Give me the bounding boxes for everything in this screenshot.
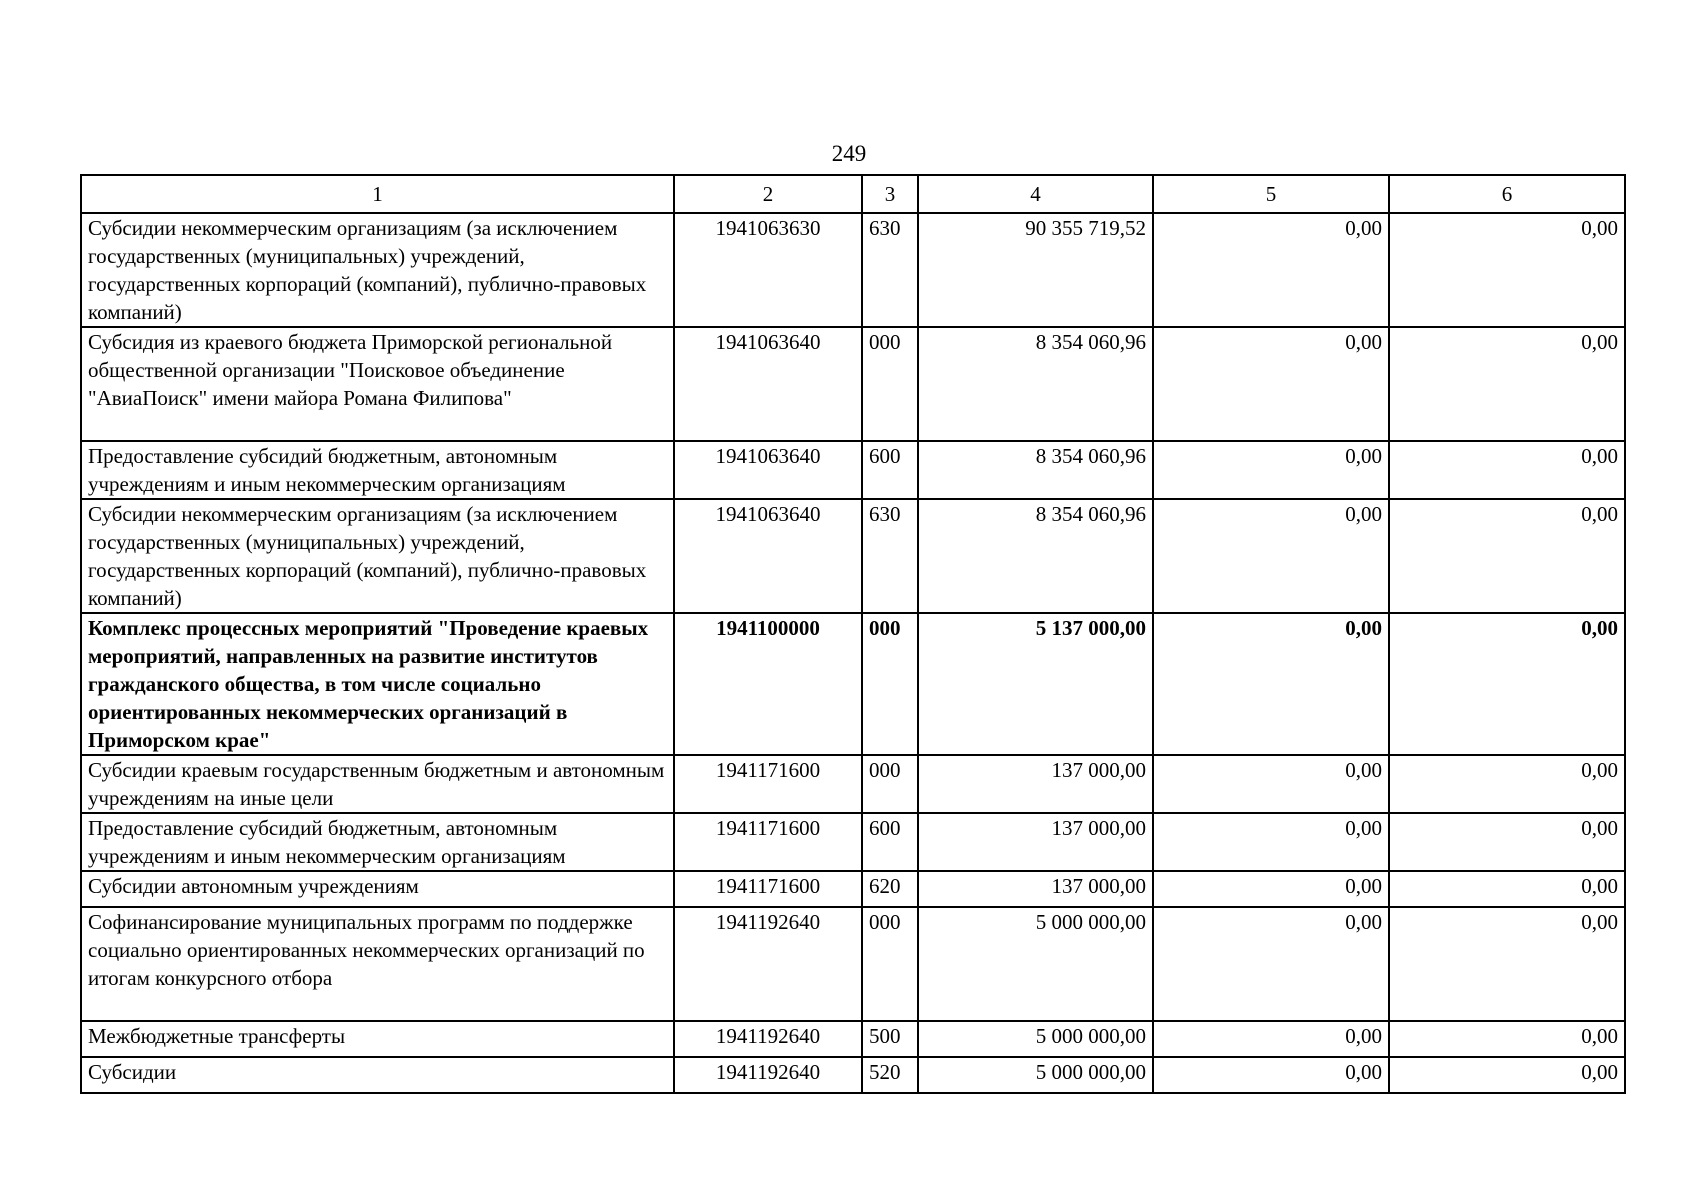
- row-type-cell: 600: [862, 813, 918, 871]
- table-row: [81, 813, 1625, 871]
- page-number: 249: [831, 141, 867, 166]
- table-row: [81, 441, 1625, 499]
- row-code-cell: 1941192640: [674, 1057, 862, 1093]
- row-value-col5: 0,00: [1153, 441, 1389, 499]
- row-code-cell: 1941192640: [674, 907, 862, 1021]
- row-code-cell: 1941063640: [674, 499, 862, 613]
- row-type-cell: 630: [862, 499, 918, 613]
- table-row: [81, 755, 1625, 813]
- row-value-col6: 0,00: [1389, 213, 1625, 327]
- column-header-3: 3: [862, 175, 918, 213]
- column-header-1: 1: [81, 175, 674, 213]
- row-name-cell: Субсидии некоммерческим организациям (за исключением государственных (муниципальных) учреждений, государственных корпораций (компаний), публично-правовых компаний): [81, 499, 674, 613]
- row-type-cell: 620: [862, 871, 918, 907]
- row-type-cell: 000: [862, 613, 918, 755]
- row-type-cell: 000: [862, 327, 918, 441]
- row-value-col5: 0,00: [1153, 755, 1389, 813]
- table-row: [81, 1057, 1625, 1093]
- row-type-cell: 000: [862, 755, 918, 813]
- row-name-cell: Предоставление субсидий бюджетным, автономным учреждениям и иным некоммерческим организациям: [81, 813, 674, 871]
- row-code-cell: 1941192640: [674, 1021, 862, 1057]
- row-name-cell: Софинансирование муниципальных программ по поддержке социально ориентированных некоммерческих организаций по итогам конкурсного отбора: [81, 907, 674, 1021]
- row-value-col5: 0,00: [1153, 871, 1389, 907]
- table-row: [81, 1021, 1625, 1057]
- column-header-2: 2: [674, 175, 862, 213]
- row-code-cell: 1941063640: [674, 441, 862, 499]
- row-value-col6: 0,00: [1389, 907, 1625, 1021]
- row-value-col5: 0,00: [1153, 813, 1389, 871]
- row-value-col6: 0,00: [1389, 499, 1625, 613]
- budget-table: [80, 174, 1626, 1094]
- row-code-cell: 1941171600: [674, 755, 862, 813]
- row-name-cell: Субсидии некоммерческим организациям (за исключением государственных (муниципальных) учреждений, государственных корпораций (компаний), публично-правовых компаний): [81, 213, 674, 327]
- row-name-cell: Предоставление субсидий бюджетным, автономным учреждениям и иным некоммерческим организациям: [81, 441, 674, 499]
- table-row: [81, 871, 1625, 907]
- row-type-cell: 500: [862, 1021, 918, 1057]
- table-row: [81, 327, 1625, 441]
- row-value-col4: 5 000 000,00: [918, 1021, 1153, 1057]
- row-value-col5: 0,00: [1153, 1057, 1389, 1093]
- row-value-col4: 137 000,00: [918, 755, 1153, 813]
- header-row: [81, 175, 1625, 213]
- row-type-cell: 520: [862, 1057, 918, 1093]
- row-value-col6: 0,00: [1389, 327, 1625, 441]
- row-value-col5: 0,00: [1153, 327, 1389, 441]
- row-value-col5: 0,00: [1153, 213, 1389, 327]
- row-value-col6: 0,00: [1389, 441, 1625, 499]
- row-value-col5: 0,00: [1153, 907, 1389, 1021]
- table-row: [81, 613, 1625, 755]
- row-value-col6: 0,00: [1389, 813, 1625, 871]
- column-header-6: 6: [1389, 175, 1625, 213]
- row-value-col4: 8 354 060,96: [918, 441, 1153, 499]
- table-row: [81, 499, 1625, 613]
- row-name-cell: Субсидии автономным учреждениям: [81, 871, 674, 907]
- row-code-cell: 1941171600: [674, 871, 862, 907]
- column-header-5: 5: [1153, 175, 1389, 213]
- row-value-col5: 0,00: [1153, 613, 1389, 755]
- row-value-col4: 90 355 719,52: [918, 213, 1153, 327]
- row-value-col4: 8 354 060,96: [918, 327, 1153, 441]
- table-row: [81, 213, 1625, 327]
- row-name-cell: Субсидия из краевого бюджета Приморской региональной общественной организации "Поисковое объединение "АвиаПоиск" имени майора Романа Филипова": [81, 327, 674, 441]
- row-value-col4: 8 354 060,96: [918, 499, 1153, 613]
- row-name-cell: Субсидии краевым государственным бюджетным и автономным учреждениям на иные цели: [81, 755, 674, 813]
- row-value-col4: 5 137 000,00: [918, 613, 1153, 755]
- row-name-cell: Межбюджетные трансферты: [81, 1021, 674, 1057]
- row-type-cell: 630: [862, 213, 918, 327]
- row-code-cell: 1941063640: [674, 327, 862, 441]
- row-value-col5: 0,00: [1153, 1021, 1389, 1057]
- row-value-col4: 137 000,00: [918, 871, 1153, 907]
- row-value-col5: 0,00: [1153, 499, 1389, 613]
- row-value-col4: 5 000 000,00: [918, 907, 1153, 1021]
- row-code-cell: 1941171600: [674, 813, 862, 871]
- row-value-col6: 0,00: [1389, 1057, 1625, 1093]
- row-value-col6: 0,00: [1389, 613, 1625, 755]
- row-value-col4: 137 000,00: [918, 813, 1153, 871]
- row-name-cell: Субсидии: [81, 1057, 674, 1093]
- column-header-4: 4: [918, 175, 1153, 213]
- row-code-cell: 1941100000: [674, 613, 862, 755]
- table-row: [81, 907, 1625, 1021]
- row-code-cell: 1941063630: [674, 213, 862, 327]
- row-value-col6: 0,00: [1389, 871, 1625, 907]
- row-value-col6: 0,00: [1389, 755, 1625, 813]
- row-name-cell: Комплекс процессных мероприятий "Проведение краевых мероприятий, направленных на развитие институтов гражданского общества, в том числе социально ориентированных некоммерческих организаций в Приморском крае": [81, 613, 674, 755]
- row-value-col4: 5 000 000,00: [918, 1057, 1153, 1093]
- row-value-col6: 0,00: [1389, 1021, 1625, 1057]
- row-type-cell: 600: [862, 441, 918, 499]
- row-type-cell: 000: [862, 907, 918, 1021]
